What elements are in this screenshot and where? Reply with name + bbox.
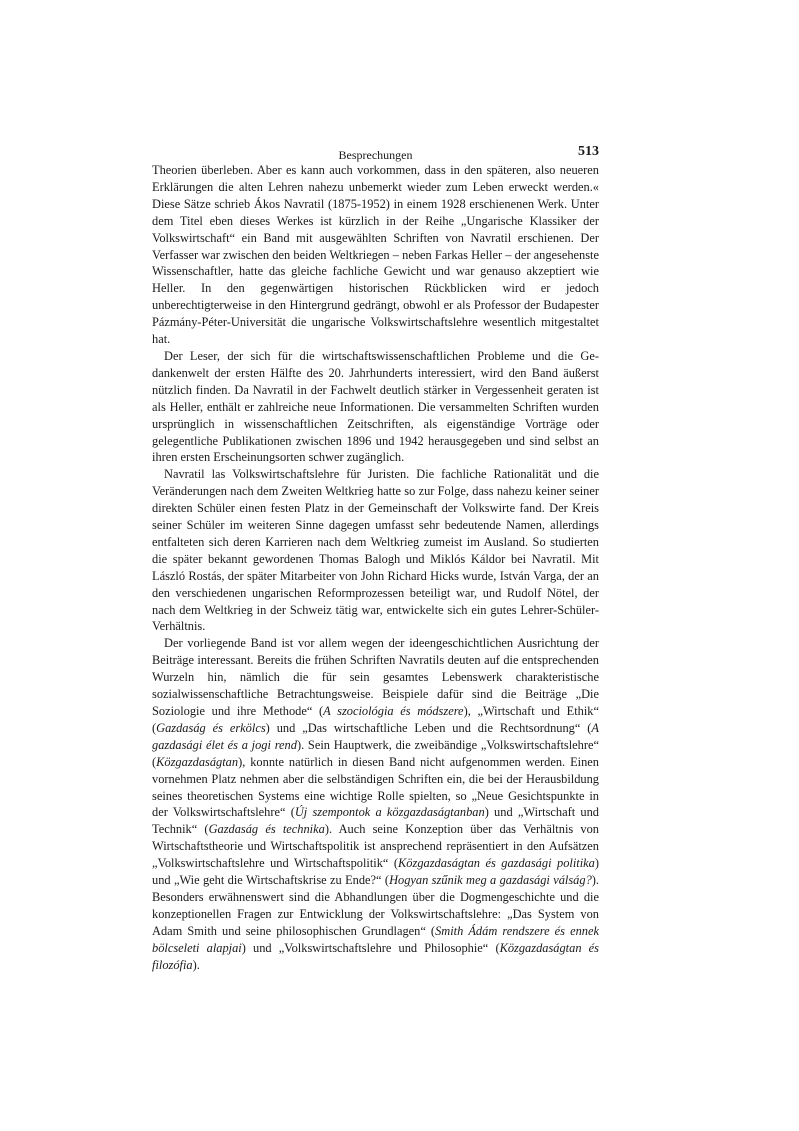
text-run: ).: [192, 957, 200, 972]
text-run: ) und „Volkswirtschaftslehre und Philosophie“ (: [241, 940, 500, 955]
italic-title-text: Gazdaság és technika: [208, 822, 325, 837]
paragraph-2: [152, 348, 599, 466]
paragraph-4: [152, 635, 599, 973]
text-run: ) und „Das wirtschaftliche Leben und die Rechtsordnung“ (: [265, 720, 592, 735]
page-number: 513: [578, 144, 599, 159]
italic-title-text: Közgazdaságtan és filozófia: [152, 940, 599, 972]
text-run: ). Sein Hauptwerk, die zweibändige „Volkswirtschaftslehre“ (: [152, 737, 599, 769]
italic-title-text: Közgazdaságtan: [156, 754, 239, 769]
body-text: [152, 162, 599, 974]
paragraph-1: [152, 162, 599, 348]
text-run: ) und „Wirtschaft und Technik“ (: [152, 805, 599, 837]
text-run: ). Besonders erwähnenswert sind die Abhandlungen über die Dogmengeschichte und die konzeptionellen Fragen zur Entwicklung der Volkswirtschaftslehre: „Das System von Adam Smith und seine philosophischen Grundlagen“ (: [152, 873, 599, 938]
italic-title-text: A szociológia és módszere: [323, 704, 464, 718]
running-head: Besprechungen: [338, 148, 413, 162]
text-run: ). Auch seine Konzeption über das Verhältnis von Wirtschaftstheorie und Wirtschaftspolitik ist ansprechend repräsentiert in den Aufsätzen „Volkswirtschaftslehre und Wirtschaftspolitik“ (: [152, 822, 599, 871]
italic-title-text: A gazdasági élet és a jogi rend: [152, 720, 599, 752]
text-run: Theorien überleben. Aber es kann auch vorkommen, dass in den späteren, also neueren Erklärungen die alten Lehren nahezu unbemerkt wieder zum Leben erweckt werden.« Diese Sätze schrieb Ákos Navratil (1875-1952) in einem 1928 erschienenen Werk. Unter dem Titel eben dieses Werkes ist kürzlich in der Reihe „Ungarische Klassiker der Volkswirtschaft“ ein Band mit ausgewählten Schriften von Navratil erschienen. Der Verfasser war zwischen den beiden Weltkriegen – neben Farkas Heller – der angesehenste Wissenschaftler, hatte das gleiche fachliche Gewicht und war genauso akzeptiert wie Heller. In den gegenwärtigen historischen Rückblicken wird er jedoch unberechtigterweise in den Hintergrund gedrängt, obwohl er als Professor der Budapester Pázmány-Péter-Universität die ungarische Volkswirtschaftslehre wesentlich mitgestaltet hat.: [152, 163, 599, 347]
text-run: ), konnte natürlich in diesen Band nicht aufgenommen werden. Einen vornehmen Platz nehmen aber die selbständigen Schriften ein, die bei der Herausbildung seines theoretischen Systems eine wichtige Rolle spielten, so „Neue Gesichtspunkte in der Volkswirtschaftslehre“ (: [152, 754, 599, 820]
italic-title-text: Gazdaság és erkölcs: [156, 720, 266, 735]
paragraph-3: [152, 466, 599, 635]
text-run: Der Leser, der sich für die wirtschaftswissenschaftlichen Probleme und die Gedankenwelt der ersten Hälfte des 20. Jahrhunderts interessiert, wird den Band äußerst nützlich finden. Da Navratil in der Fachwelt deutlich stärker in Vergessenheit geraten ist als Heller, enthält er zahlreiche neue Informationen. Die versammelten Schriften wurden ursprünglich in wissenschaftlichen Zeitschriften, als eigenständige Vorträge oder gelegentliche Publikationen zwischen 1896 und 1942 herausgegeben und sind selbst an ihren ersten Erscheinungsorten schwer zugänglich.: [152, 348, 599, 465]
text-run: Der vorliegende Band ist vor allem wegen der ideengeschichtlichen Ausrichtung der Beiträge interessant. Bereits die frühen Schriften Navratils deuten auf die entsprechenden Wurzeln hin, nämlich die für sein gesamtes Lebenswerk charakteristische sozialwissenschaftliche Betrachtungsweise. Beispiele dafür sind die Beiträge „Die Soziologie und ihre Methode“ (: [152, 636, 599, 718]
italic-title-text: Smith Ádám rendszere és ennek bölcseleti alapjai: [152, 923, 599, 955]
italic-title-text: Új szempontok a közgazdaságtanban: [294, 805, 485, 820]
page-header: [152, 142, 599, 160]
italic-title-text: Közgazdaságtan és gazdasági politika: [398, 856, 595, 871]
text-run: ), „Wirtschaft und Ethik“ (: [152, 704, 599, 735]
text-run: ) und „Wie geht die Wirtschaftskrise zu Ende?“ (: [152, 856, 599, 888]
text-run: Navratil las Volkswirtschaftslehre für Juristen. Die fachliche Rationalität und die Veränderungen nach dem Zweiten Weltkrieg hatte so zur Folge, dass nahezu keiner seiner direkten Schüler einen festen Platz in der Gemeinschaft der Volkswirte fand. Der Kreis seiner Schüler im weiteren Sinne dagegen umfasst sehr bedeutende Namen, allerdings entfalteten sich deren Karrieren nach dem Weltkrieg zumeist im Ausland. So studierten die später bekannt gewordenen Thomas Balogh und Miklós Káldor bei Navratil. Mit László Rostás, der später Mitarbeiter von John Richard Hicks wurde, István Varga, der an den verschiedenen ungarischen Reformprozessen beteiligt war, und Rudolf Nötel, der nach dem Weltkrieg in der Schweiz tätig war, entwickelte sich ein gutes Lehrer-Schüler-Verhältnis.: [152, 467, 599, 634]
italic-title-text: Hogyan szűnik meg a gazdasági válság?: [389, 873, 592, 888]
document-page: [152, 142, 599, 974]
